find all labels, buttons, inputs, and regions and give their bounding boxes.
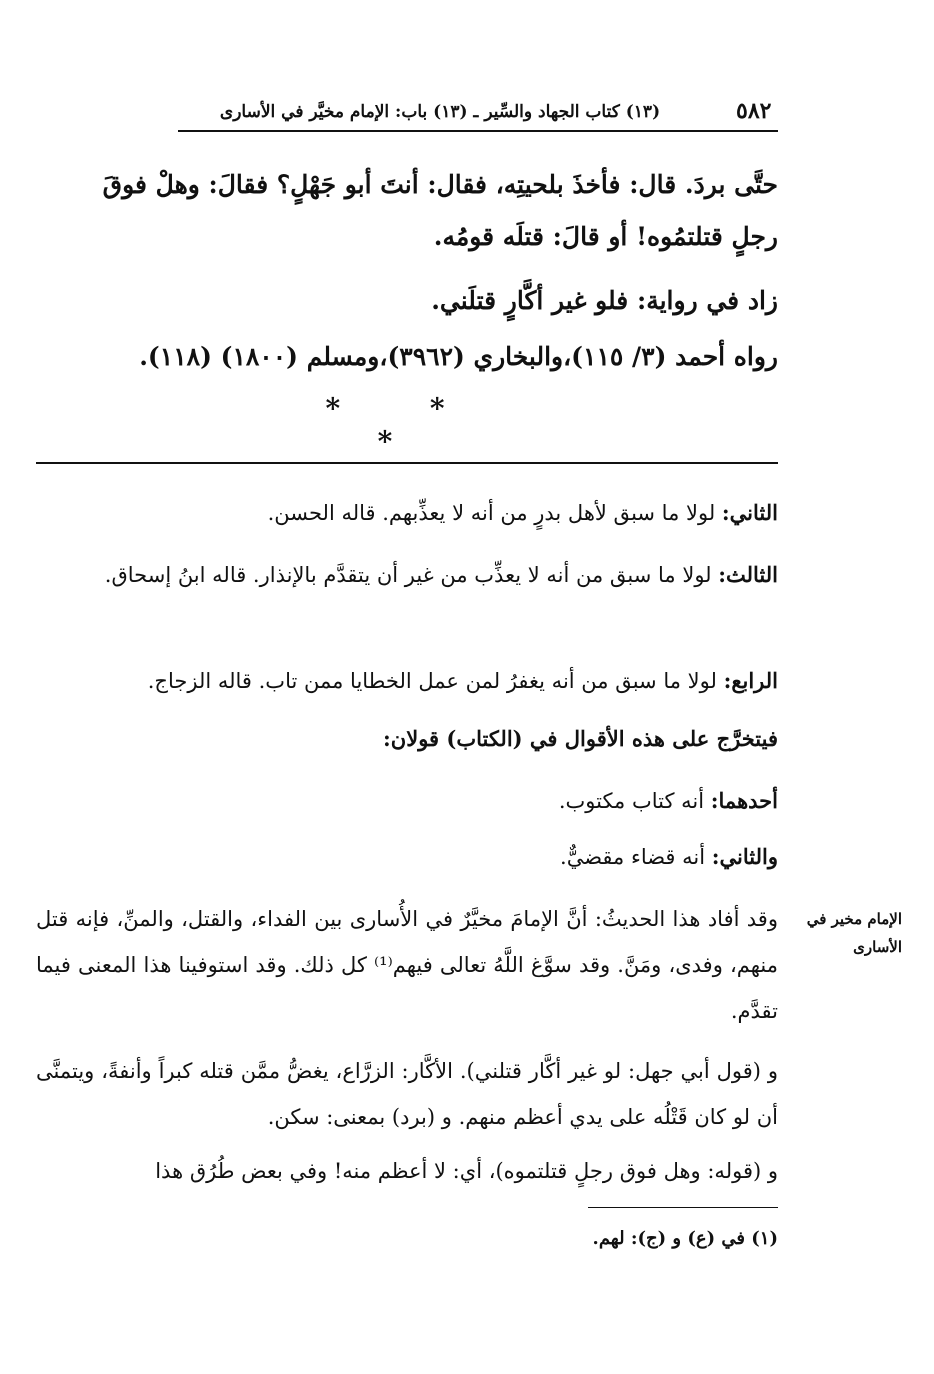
header-rule xyxy=(178,130,778,132)
section-stars: * * * xyxy=(325,392,485,458)
commentary-paragraph-1 xyxy=(268,490,778,536)
paragraph-label: أحدهما: xyxy=(710,788,778,813)
commentary-paragraph-4: فيتخرَّج على هذه الأقوال في (الكتاب) قولان: xyxy=(383,726,778,751)
paragraph-label: الثالث: xyxy=(718,562,778,587)
commentary-paragraph-6 xyxy=(560,834,778,880)
paragraph-label: الثاني: xyxy=(721,500,778,525)
footnote-rule xyxy=(588,1207,778,1208)
margin-note: الإمام مخير في الأسارى xyxy=(806,910,902,956)
page-number: ٥٨٢ xyxy=(736,98,772,124)
hadith-line-2: رجلٍ قتلتمُوه! أو قالَ: قتلَه قومُه. xyxy=(433,222,778,251)
hadith-addition: زاد في رواية: فلو غير أكَّارٍ قتلَني. xyxy=(431,286,778,315)
running-title: (١٣) كتاب الجهاد والسِّير ـ (١٣) باب: الإمام مخيَّر في الأسارى xyxy=(219,102,661,122)
paragraph-text: لولا ما سبق لأهل بدرٍ من أنه لا يعذِّبهم. قاله الحسن. xyxy=(267,501,716,525)
paragraph-label: والثاني: xyxy=(711,844,778,869)
commentary-paragraph-8: و (قول أبي جهل: لو غير أكَّار قتلني). الأكَّار: الزرَّاع، يغضُّ ممَّن قتله كبراً وأنفةً، ويتمنَّى أن لو كان قَتْلُه على يدي أعظم منهم. و (برد) بمعنى: سكن. xyxy=(36,1059,778,1129)
paragraph-text: لولا ما سبق من أنه يغفرُ لمن عمل الخطايا ممن تاب. قاله الزجاج. xyxy=(147,669,717,693)
hadith-line-1: حتَّى بردَ. قال: فأخذَ بلحيتِه، فقال: أنتَ أبو جَهْلٍ؟ فقالَ: وهلْ فوقَ xyxy=(102,170,778,199)
section-separator xyxy=(36,462,778,464)
commentary-paragraph-3 xyxy=(148,658,778,704)
paragraph-label: الرابع: xyxy=(723,668,778,693)
footnote: (١) في (ع) و (ج): لهم. xyxy=(592,1228,778,1249)
paragraph-text: أنه كتاب مكتوب. xyxy=(558,789,705,813)
commentary-paragraph-5 xyxy=(559,778,778,824)
paragraph-text: لولا ما سبق من أنه لا يعذِّب من غير أن يتقدَّم بالإنذار. قاله ابنُ إسحاق. xyxy=(104,563,712,587)
hadith-source: رواه أحمد (٣/ ١١٥)،والبخاري (٣٩٦٢)،ومسلم (١٨٠٠) (١١٨). xyxy=(139,342,778,371)
paragraph-text: أنه قضاء مقضيٌّ. xyxy=(560,845,706,869)
commentary-paragraph-9: و (قوله: وهل فوق رجلٍ قتلتموه)، أي: لا أعظم منه! وفي بعض طُرُق هذا xyxy=(155,1159,778,1183)
commentary-paragraph-7: وقد أفاد هذا الحديثُ: أنَّ الإمامَ مخيَّرٌ في الأُسارى بين الفداء، والقتل، والمنِّ، فإنه قتل منهم، وفدى، ومَنَّ. وقد سوَّغ اللَّهُ تعالى فيهم⁽¹⁾ كل ذلك. وقد استوفينا هذا المعنى فيما تقدَّم. xyxy=(36,907,778,1023)
commentary-paragraph-2 xyxy=(36,552,778,598)
